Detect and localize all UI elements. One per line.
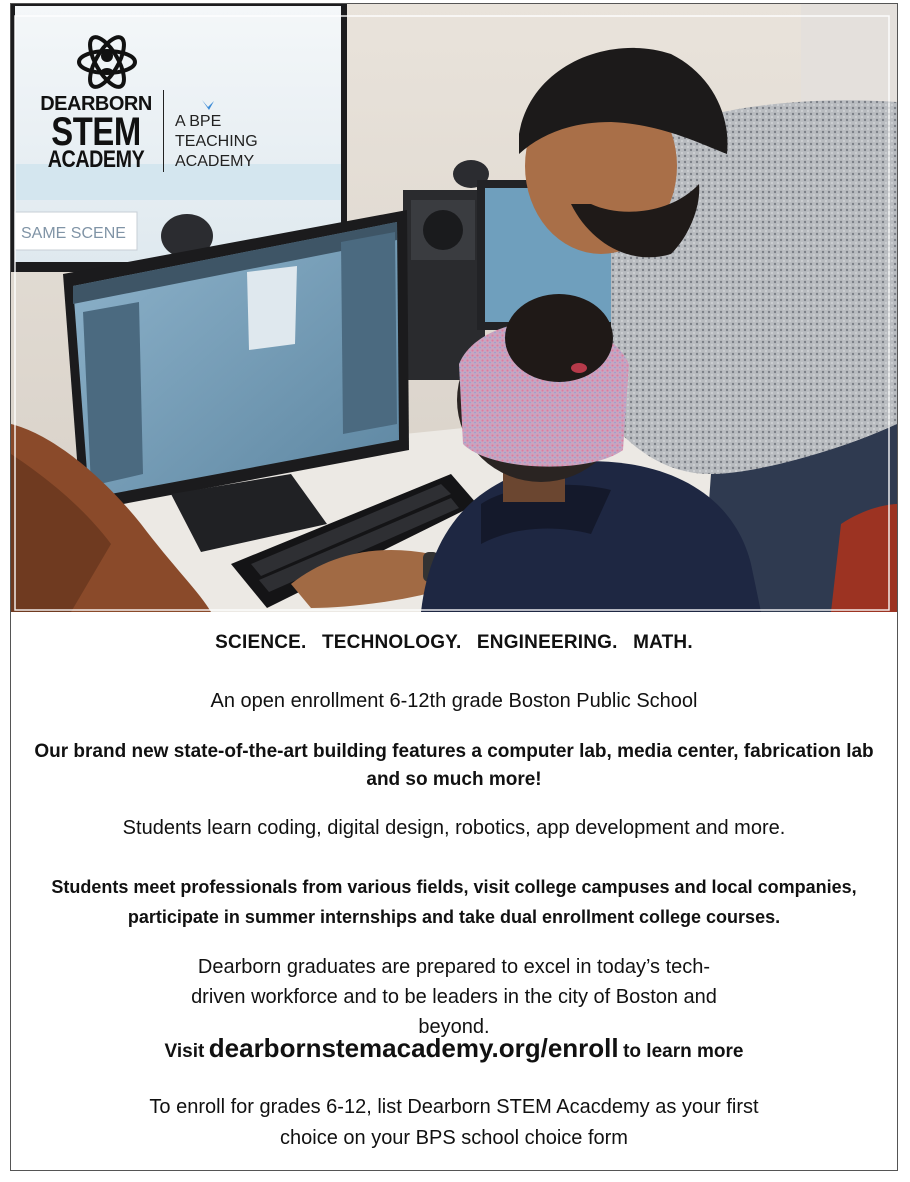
screen-caption (15, 212, 137, 250)
logo-sub-line1: A BPE (175, 113, 222, 130)
graduates-statement: Dearborn graduates are prepared to excel in today’s tech-driven workforce and to be leaders in the city of Boston and beyond. (191, 956, 717, 1038)
classroom-photo (11, 4, 897, 612)
flyer (10, 3, 898, 1171)
students-meet: Students meet professionals from various fields, visit college campuses and local companies, participate in summer internships and take dual enrollment college courses. (51, 877, 857, 927)
enroll-link[interactable]: dearbornstemacademy.org/enroll (208, 1033, 619, 1063)
logo-divider (163, 90, 164, 172)
logo-word-academy: ACADEMY (47, 146, 145, 173)
logo-word-dearborn: DEARBORN (40, 93, 152, 115)
svg-text:SAME SCENE: SAME SCENE (21, 225, 126, 242)
logo-sub-line2: TEACHING (175, 133, 258, 150)
visit-line (11, 1033, 897, 1064)
bird-icon (201, 98, 215, 112)
logo-word-stem: STEM (51, 110, 141, 154)
school-subheading: An open enrollment 6-12th grade Boston Public School (210, 690, 698, 712)
students-learn: Students learn coding, digital design, robotics, app development and more. (122, 817, 786, 839)
logo-sub-line3: ACADEMY (175, 153, 255, 170)
stem-heading: SCIENCE. TECHNOLOGY. ENGINEERING. MATH. (215, 632, 693, 653)
building-features: Our brand new state-of-the-art building features a computer lab, media center, fabrication lab and so much more! (34, 741, 874, 790)
dearborn-logo (35, 30, 275, 180)
atom-icon (75, 30, 139, 94)
enroll-instructions: To enroll for grades 6-12, list Dearborn STEM Acacdemy as your first choice on your BPS school choice form (149, 1096, 759, 1149)
visit-prefix: Visit (164, 1041, 205, 1062)
visit-suffix: to learn more (623, 1041, 744, 1062)
